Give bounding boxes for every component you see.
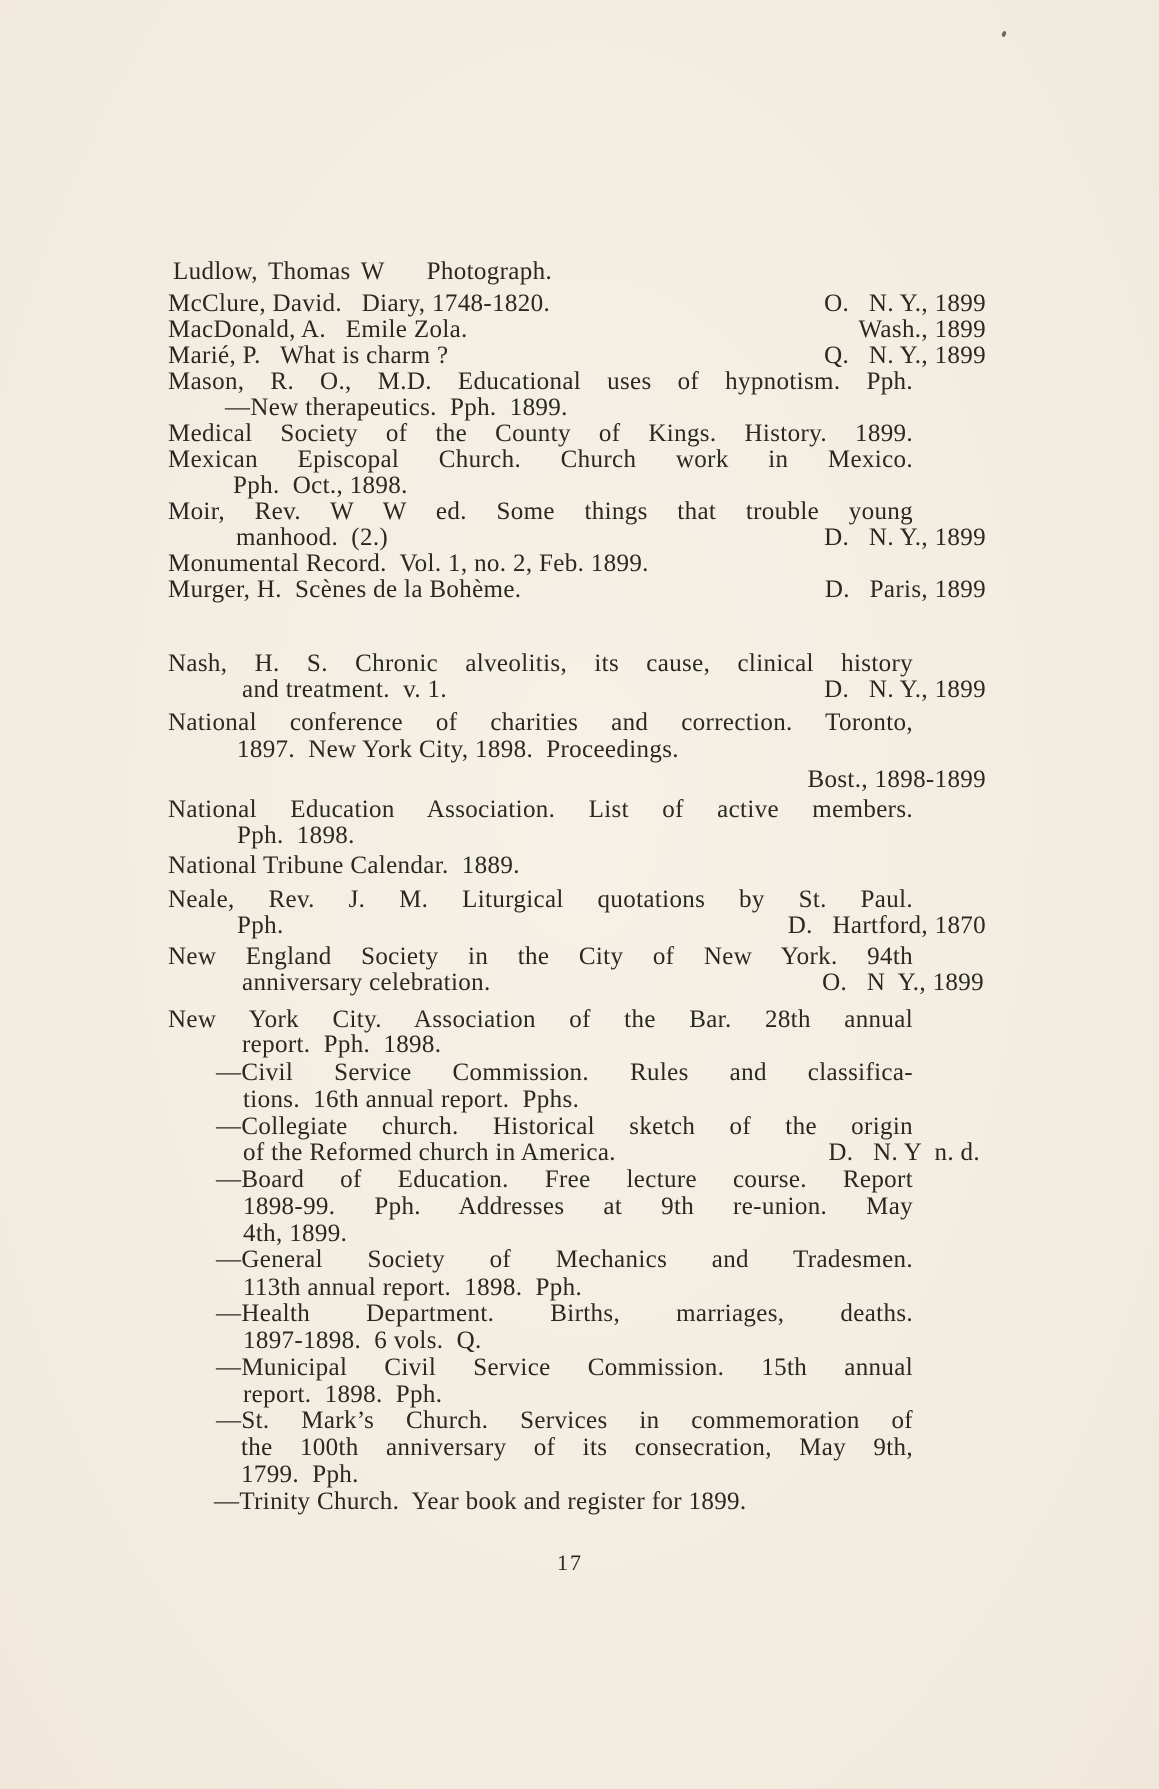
- entry-text: manhood. (2.): [236, 524, 389, 551]
- entry-national-education-association-cont: [237, 822, 914, 850]
- entry-text: 1897-1898. 6 vols. Q.: [243, 1327, 482, 1354]
- entry-imprint: Q. N. Y., 1899: [824, 342, 986, 369]
- entry-text: 4th, 1899.: [243, 1220, 348, 1247]
- entry-text: Nash, H. S. Chronic alveolitis, its cause, clinical history: [168, 650, 913, 677]
- entry-nash: [168, 650, 913, 678]
- entry-national-conference-imprint-line: [168, 766, 986, 794]
- page-number: 17: [557, 1550, 583, 1575]
- entry-imprint: D. Paris, 1899: [824, 576, 986, 603]
- subentry-general-society: [216, 1246, 913, 1274]
- entry-text: —St. Mark’s Church. Services in commemoration of: [216, 1407, 913, 1434]
- entry-mason-sub: [225, 394, 916, 422]
- entry-new-york-city: [168, 1006, 913, 1034]
- entry-text: —Civil Service Commission. Rules and classifica-: [216, 1059, 913, 1086]
- entry-mason: [168, 368, 913, 396]
- entry-imprint: O. N. Y., 1899: [824, 290, 986, 317]
- entry-imprint: D. N. Y n. d.: [828, 1139, 980, 1166]
- entry-national-conference-cont: [237, 736, 914, 764]
- entry-imprint: Bost., 1898-1899: [807, 766, 986, 793]
- entry-imprint: D. N. Y., 1899: [824, 524, 986, 551]
- entry-text: National conference of charities and correction. Toronto,: [168, 709, 913, 736]
- entry-monumental-record: [168, 550, 913, 578]
- subentry-board-of-education-cont: [243, 1193, 913, 1221]
- entry-text: —General Society of Mechanics and Tradesmen.: [216, 1246, 913, 1273]
- entry-imprint: O. N Y., 1899: [822, 969, 984, 996]
- entry-text: New England Society in the City of New York. 94th: [168, 943, 913, 970]
- subentry-trinity-church: [214, 1488, 905, 1516]
- subentry-st-marks-church-cont: [241, 1434, 913, 1462]
- entry-mexican-episcopal-cont: [233, 472, 902, 500]
- entry-text: 1898-99. Pph. Addresses at 9th re-union. May: [243, 1193, 913, 1220]
- entry-text: McClure, David. Diary, 1748-1820.: [168, 290, 551, 317]
- entry-nash-cont: [242, 676, 986, 704]
- subentry-health-department: [216, 1300, 913, 1328]
- entry-text: National Education Association. List of active members.: [168, 796, 913, 823]
- subentry-collegiate-church-cont: [243, 1139, 980, 1167]
- entry-text: 113th annual report. 1898. Pph.: [243, 1274, 583, 1301]
- subentry-board-of-education: [216, 1166, 913, 1194]
- subentry-general-society-cont: [243, 1274, 920, 1302]
- subentry-st-marks-church-cont-2: [241, 1461, 918, 1489]
- entry-moir-cont: [236, 524, 986, 552]
- entry-macdonald: [168, 316, 986, 344]
- entry-moir: [168, 498, 913, 526]
- entry-text: Murger, H. Scènes de la Bohème.: [168, 576, 522, 603]
- ink-speck: [1001, 30, 1007, 37]
- entry-text: Mexican Episcopal Church. Church work in Mexico.: [168, 446, 913, 473]
- entry-text: Pph.: [237, 912, 284, 939]
- entry-new-york-city-cont: [242, 1031, 919, 1059]
- subentry-municipal-civil-service: [216, 1354, 913, 1382]
- entry-text: Marié, P. What is charm ?: [168, 342, 449, 369]
- entry-murger: [168, 576, 986, 604]
- entry-text: the 100th anniversary of its consecration, May 9th,: [241, 1434, 913, 1461]
- entry-text: tions. 16th annual report. Pphs.: [243, 1086, 580, 1113]
- entry-text: anniversary celebration.: [242, 969, 491, 996]
- entry-text: —Health Department. Births, marriages, deaths.: [216, 1300, 913, 1327]
- entry-mexican-episcopal: [168, 446, 913, 474]
- entry-national-tribune: [168, 852, 913, 880]
- subentry-st-marks-church: [216, 1407, 913, 1435]
- entry-text: MacDonald, A. Emile Zola.: [168, 316, 468, 343]
- entry-text: Ludlow, Thomas W Photograph.: [173, 258, 553, 285]
- entry-ludlow: [168, 258, 913, 286]
- entry-text: of the Reformed church in America.: [243, 1139, 616, 1166]
- entry-text: National Tribune Calendar. 1889.: [168, 852, 520, 879]
- entry-text: —Board of Education. Free lecture course. Report: [216, 1166, 913, 1193]
- entry-national-education-association: [168, 796, 913, 824]
- entry-imprint: D. N. Y., 1899: [824, 676, 986, 703]
- entry-marie: [168, 342, 986, 370]
- entry-text: report. Pph. 1898.: [242, 1031, 442, 1058]
- entry-text: —Trinity Church. Year book and register for 1899.: [214, 1488, 747, 1515]
- entry-text: 1799. Pph.: [241, 1461, 359, 1488]
- subentry-collegiate-church: [216, 1113, 913, 1141]
- entry-text: —New therapeutics. Pph. 1899.: [225, 394, 568, 421]
- entry-text: Monumental Record. Vol. 1, no. 2, Feb. 1899.: [168, 550, 649, 577]
- entry-imprint: D. Hartford, 1870: [787, 912, 986, 939]
- subentry-board-of-education-cont-2: [243, 1220, 920, 1248]
- entry-neale-cont: [237, 912, 986, 940]
- entry-text: Pph. 1898.: [237, 822, 355, 849]
- entry-text: and treatment. v. 1.: [242, 676, 447, 703]
- subentry-health-department-cont: [243, 1327, 920, 1355]
- entry-text: Mason, R. O., M.D. Educational uses of hypnotism. Pph.: [168, 368, 913, 395]
- entry-text: Neale, Rev. J. M. Liturgical quotations by St. Paul.: [168, 886, 913, 913]
- entry-imprint: Wash., 1899: [858, 316, 986, 343]
- entry-text: 1897. New York City, 1898. Proceedings.: [237, 736, 679, 763]
- subentry-municipal-civil-service-cont: [243, 1381, 920, 1409]
- entry-text: Pph. Oct., 1898.: [233, 472, 408, 499]
- entry-text: —Municipal Civil Service Commission. 15th annual: [216, 1354, 913, 1381]
- entry-neale: [168, 886, 913, 914]
- entry-text: —Collegiate church. Historical sketch of the origin: [216, 1113, 913, 1140]
- entry-text: Moir, Rev. W W ed. Some things that trouble young: [168, 498, 913, 525]
- entry-mcclure: [168, 290, 986, 318]
- entry-new-england-society: [168, 943, 913, 971]
- entry-text: report. 1898. Pph.: [243, 1381, 443, 1408]
- entry-medical-society: [168, 420, 913, 448]
- subentry-civil-service: [216, 1059, 913, 1087]
- entry-text: Medical Society of the County of Kings. History. 1899.: [168, 420, 913, 447]
- entry-text: New York City. Association of the Bar. 28th annual: [168, 1006, 913, 1033]
- entry-national-conference: [168, 709, 913, 737]
- subentry-civil-service-cont: [243, 1086, 920, 1114]
- entry-new-england-society-cont: [242, 969, 984, 997]
